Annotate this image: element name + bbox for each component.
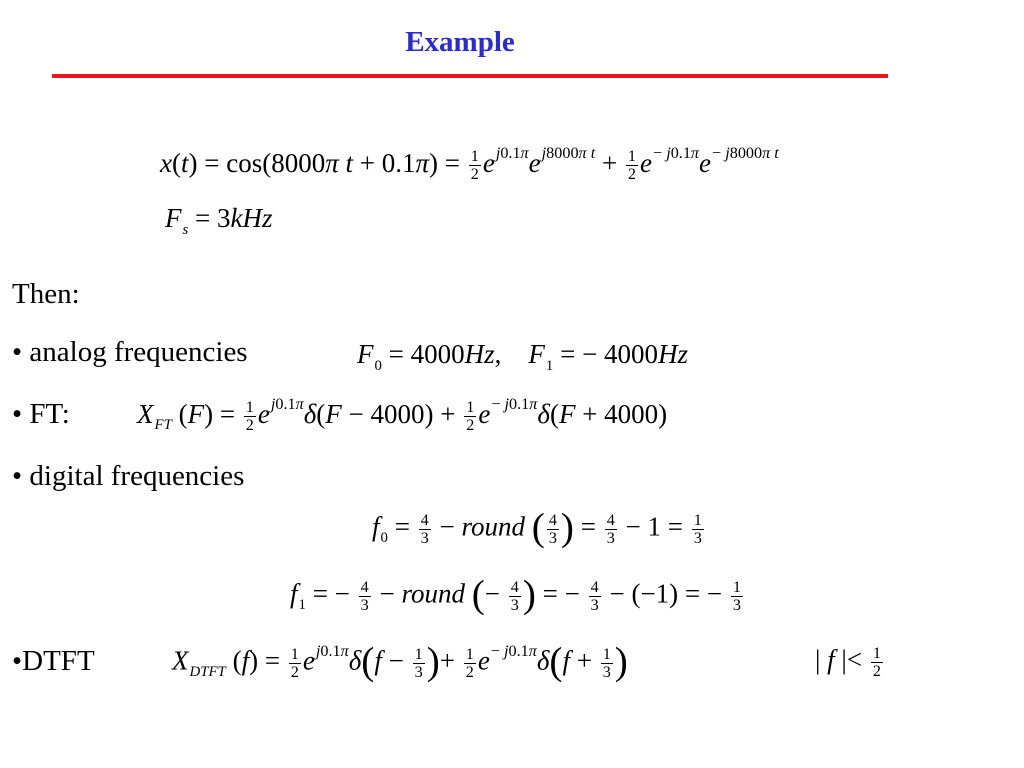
dtft-equation: $X_{DTFT}$ (f) = $\frac{1}{2}$ $e^{j0.1\pi}\delta(f$ − $\frac{1}{3}$ )+ $\frac{1}{2}$ $e^{- j0.1\pi}\delta(f$ + $\frac{1}{3}$ ) bbox=[172, 640, 628, 683]
then-label: Then: bbox=[12, 278, 80, 310]
bullet-ft: • FT: bbox=[12, 398, 70, 430]
analog-frequencies-equation: $F_0 = 4000Hz$, $F_1$ = − 4000Hz bbox=[357, 339, 689, 374]
bullet-analog-frequencies: • analog frequencies bbox=[12, 336, 248, 368]
bullet-dtft: •DTFT bbox=[12, 645, 95, 677]
dtft-range-condition: | f |< $\frac{1}{2}$ bbox=[815, 644, 881, 680]
bullet-digital-frequencies: • digital frequencies bbox=[12, 460, 245, 492]
f1-equation: $f_1$ = − $\frac{4}{3}$ − round (− $\frac{4}{3}$ ) = − $\frac{4}{3}$ − (−1) = − $\frac{1}{3}$ bbox=[290, 573, 741, 616]
ft-equation: $X_{FT}$ (F) = $\frac{1}{2}$ $e^{j0.1\pi}\delta(F - 4000)$ + $\frac{1}{2}$ $e^{- j0.1\pi}\delta(F + 4000)$ bbox=[137, 395, 668, 435]
f0-equation: $f_0$ = $\frac{4}{3}$ − round ( $\frac{4}{3}$ ) = $\frac{4}{3}$ − 1 = $\frac{1}{3}$ bbox=[372, 506, 702, 549]
title-divider bbox=[52, 74, 888, 78]
slide-title: Example bbox=[405, 26, 515, 58]
sampling-rate-equation: $F_s = 3kHz$ bbox=[165, 203, 273, 238]
signal-definition-equation: x(t) = cos(8000π t + 0.1π) = $\frac{1}{2}$ $e^{j0.1\pi}e^{j8000\pi t}$ + $\frac{1}{2}$ $e^{- j0.1\pi}e^{- j8000\pi t}$ bbox=[160, 144, 779, 184]
